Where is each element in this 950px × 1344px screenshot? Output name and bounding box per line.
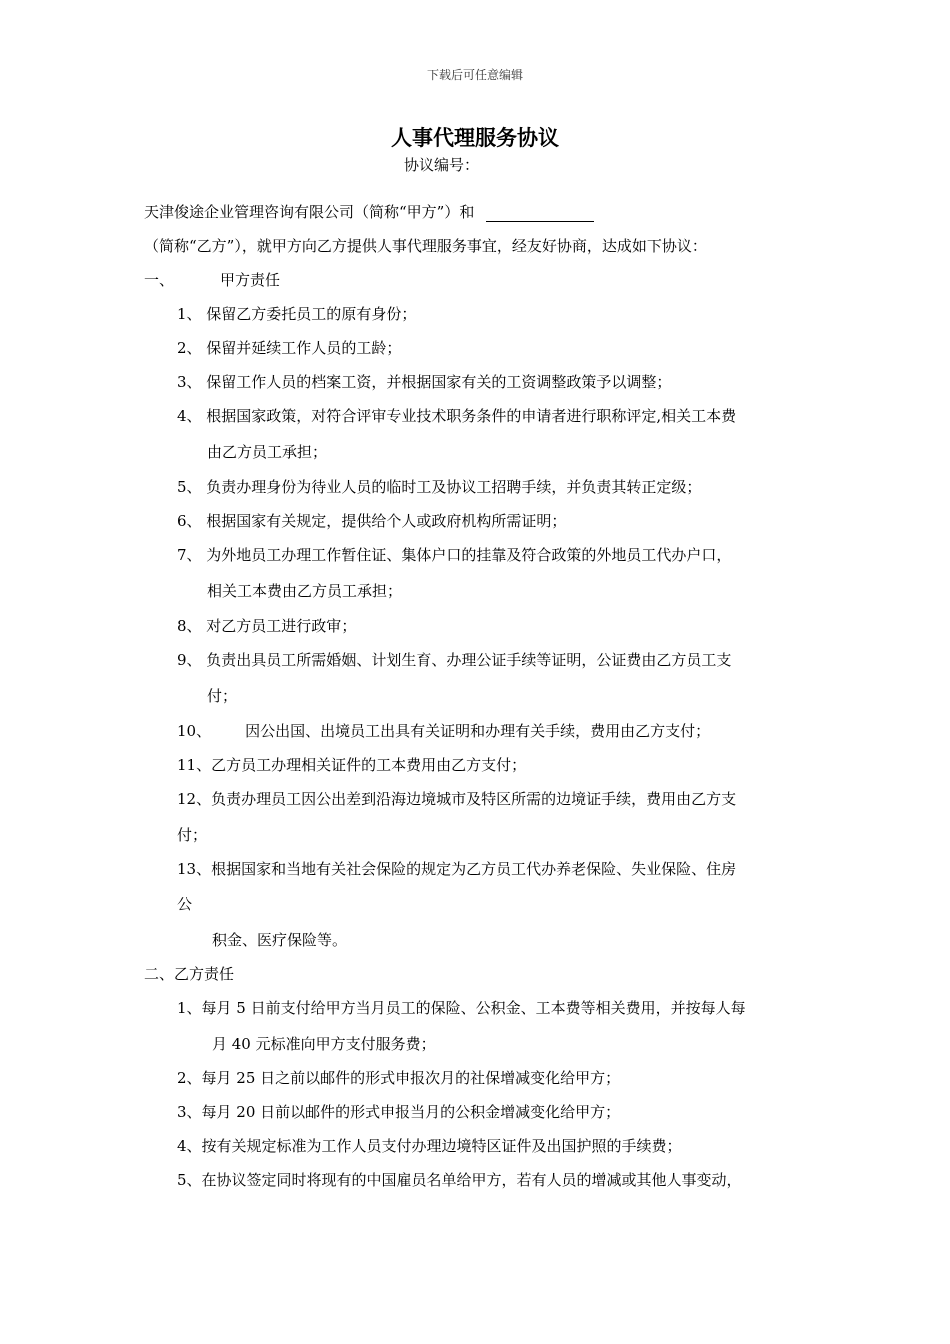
section1-item: 5、 负责办理身份为待业人员的临时工及协议工招聘手续，并负责其转正定级；: [177, 478, 702, 496]
agreement-number-label: 协议编号：: [404, 156, 480, 174]
section1-item-text: 因公出国、出境员工出具有关证明和办理有关手续，费用由乙方支付；: [245, 722, 711, 740]
section1-heading-text: 甲方责任: [220, 271, 281, 289]
section1-heading: [144, 270, 280, 290]
section2-item-continuation: 月 40 元标准向甲方支付服务费；: [212, 1035, 436, 1053]
section1-item-continuation: 积金、医疗保险等。: [212, 931, 348, 949]
section1-item: 9、 负责出具员工所需婚姻、计划生育、办理公证手续等证明，公证费由乙方员工支: [177, 651, 732, 669]
page-header: 下载后可任意编辑: [426, 68, 523, 82]
section1-item: 6、 根据国家有关规定，提供给个人或政府机构所需证明；: [177, 512, 567, 530]
section1-item: 3、 保留工作人员的档案工资，并根据国家有关的工资调整政策予以调整；: [177, 373, 672, 391]
section2-item: 4、按有关规定标准为工作人员支付办理边境特区证件及出国护照的手续费；: [177, 1137, 682, 1155]
section1-item-continuation: 付；: [177, 826, 208, 844]
section1-item: 12、负责办理员工因公出差到沿海边境城市及特区所需的边境证手续，费用由乙方支: [177, 790, 737, 808]
section1-item: 2、 保留并延续工作人员的工龄；: [177, 339, 402, 357]
section1-heading-num: 一、: [144, 271, 175, 289]
party-b-blank: [486, 205, 594, 222]
section2-item: 2、每月 25 日之前以邮件的形式申报次月的社保增减变化给甲方；: [177, 1069, 621, 1087]
section1-item: 13、根据国家和当地有关社会保险的规定为乙方员工代办养老保险、失业保险、住房: [177, 860, 737, 878]
section1-item-continuation: 由乙方员工承担；: [207, 443, 328, 461]
intro-text-1: 天津俊途企业管理咨询有限公司（简称“甲方”）和: [144, 203, 475, 221]
section1-item-number: 10、: [177, 722, 212, 740]
section1-item-continuation: 公: [177, 895, 193, 913]
section1-item: 1、 保留乙方委托员工的原有身份；: [177, 305, 417, 323]
section1-item: [177, 721, 710, 741]
intro-line-2: （简称“乙方”），就甲方向乙方提供人事代理服务事宜，经友好协商，达成如下协议：: [144, 237, 707, 255]
section2-heading: 二、乙方责任: [144, 965, 235, 983]
section1-item-continuation: 相关工本费由乙方员工承担；: [207, 582, 403, 600]
document-title: 人事代理服务协议: [391, 125, 559, 150]
section2-item: 5、在协议签定同时将现有的中国雇员名单给甲方，若有人员的增减或其他人事变动，: [177, 1171, 742, 1189]
section1-item-continuation: 付；: [207, 687, 238, 705]
section2-item: 1、每月 5 日前支付给甲方当月员工的保险、公积金、工本费等相关费用，并按每人每: [177, 999, 746, 1017]
section1-item: 8、 对乙方员工进行政审；: [177, 617, 357, 635]
section1-item: 11、乙方员工办理相关证件的工本费用由乙方支付；: [177, 756, 527, 774]
intro-line-1: [144, 202, 594, 222]
section2-item: 3、每月 20 日前以邮件的形式申报当月的公积金增减变化给甲方；: [177, 1103, 621, 1121]
section1-item: 7、 为外地员工办理工作暂住证、集体户口的挂靠及符合政策的外地员工代办户口，: [177, 546, 732, 564]
section1-item: 4、 根据国家政策，对符合评审专业技术职务条件的申请者进行职称评定,相关工本费: [177, 407, 737, 425]
